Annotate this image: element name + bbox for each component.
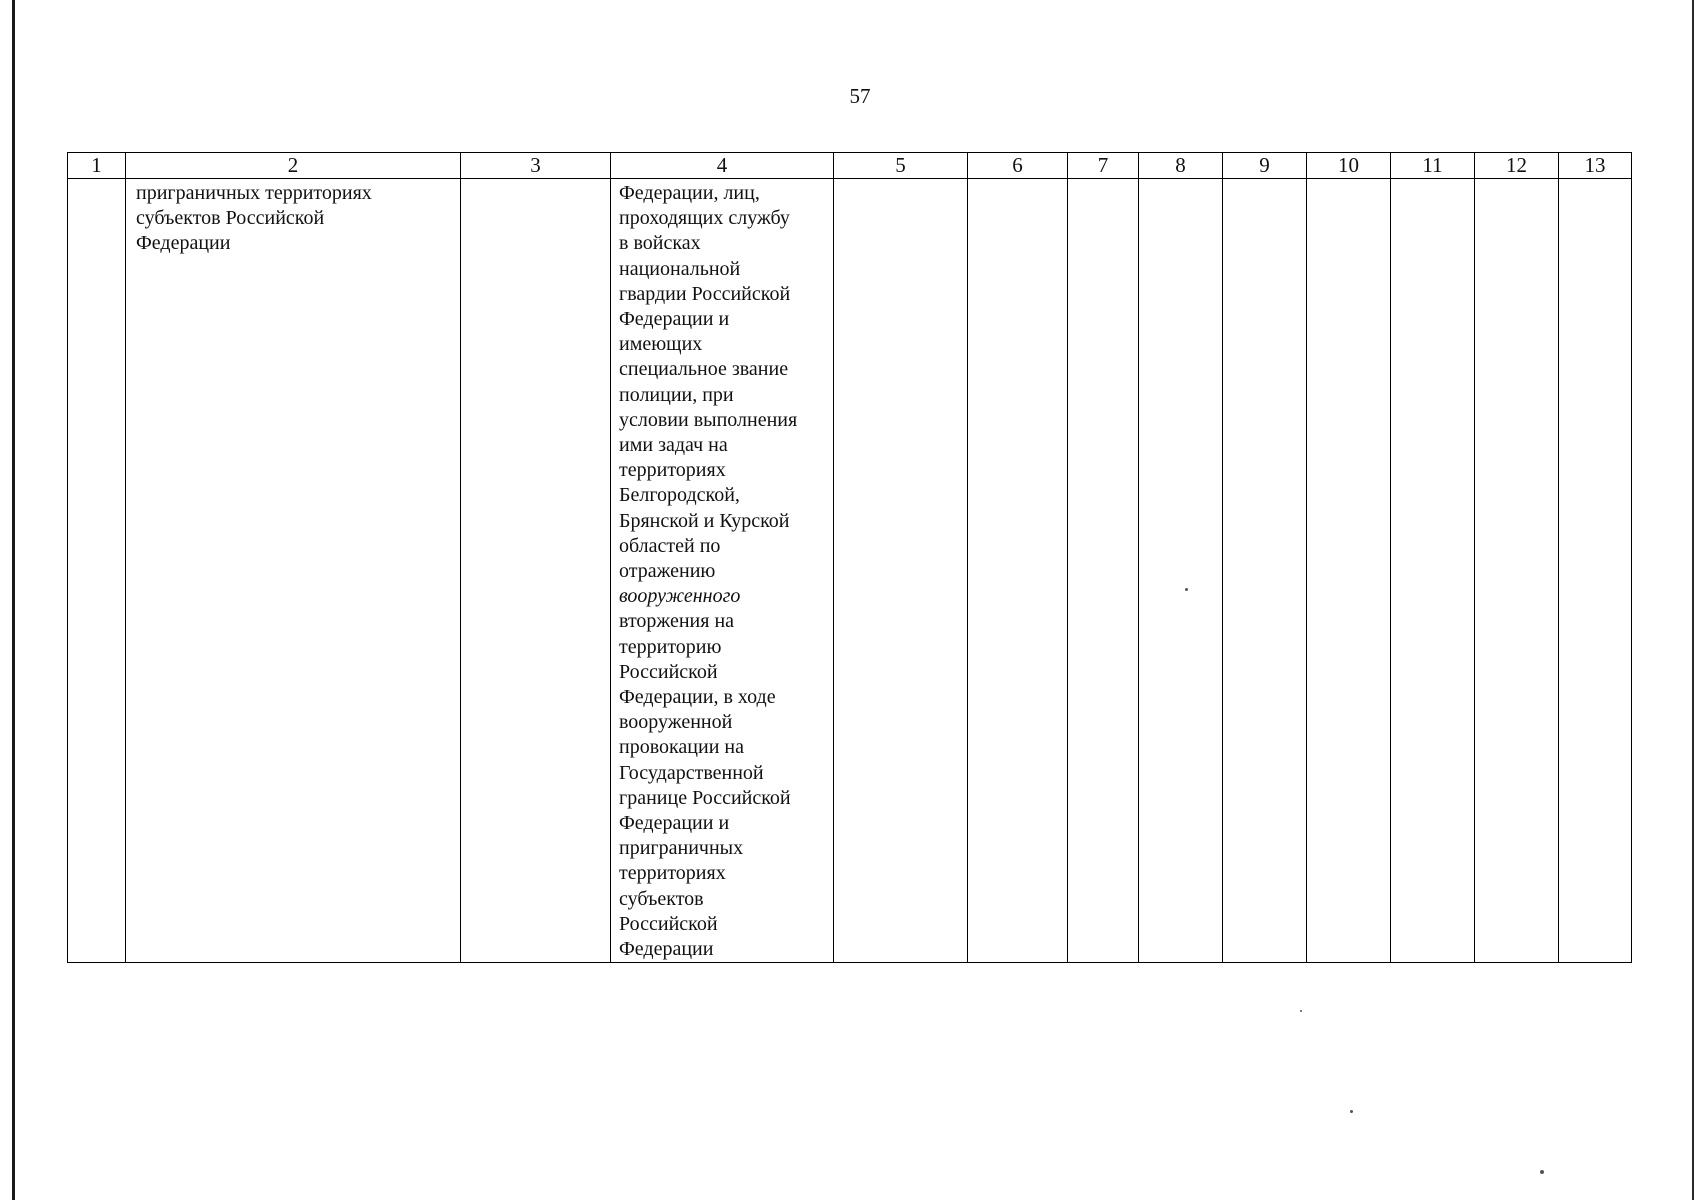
text-line: Федерации [619, 938, 714, 961]
cell-col-1 [68, 179, 126, 963]
cell-col-13 [1559, 179, 1632, 963]
cell-col-3 [461, 179, 611, 963]
cell-col-8 [1139, 179, 1223, 963]
text-line: Белгородской, [619, 484, 740, 507]
text-line: Федерации, в ходе [619, 686, 776, 709]
text-line: имеющих [619, 333, 703, 356]
header-row [68, 153, 1632, 179]
cell-col-11 [1391, 179, 1475, 963]
cell-col-12 [1475, 179, 1559, 963]
scan-speck [1540, 1170, 1544, 1174]
text-line: вооруженного [619, 585, 741, 608]
scan-speck [1300, 1010, 1302, 1012]
text-line: гвардии Российской [619, 282, 791, 305]
column-header: 12 [1475, 153, 1559, 179]
text-line: специальное звание [619, 358, 789, 381]
text-line: Брянской и Курской [619, 509, 790, 532]
text-line: Федерации и [619, 308, 730, 331]
text-line: вооруженной [619, 711, 733, 734]
cell-col-5 [834, 179, 968, 963]
text-line: национальной [619, 257, 741, 280]
column-header: 2 [126, 153, 461, 179]
column-header: 7 [1068, 153, 1139, 179]
text-line: полиции, при [619, 383, 734, 406]
column-header: 11 [1391, 153, 1475, 179]
column-header: 13 [1559, 153, 1632, 179]
column-header: 10 [1307, 153, 1391, 179]
cell-col-4 [611, 179, 834, 963]
text-line: территорию [619, 635, 722, 658]
text-line: вторжения на [619, 610, 735, 633]
column-header: 5 [834, 153, 968, 179]
text-line: Российской [619, 912, 718, 935]
text-line: Федерации [136, 232, 231, 255]
column-header: 1 [68, 153, 126, 179]
text-line: провокации на [619, 736, 744, 759]
scan-speck [1185, 588, 1188, 591]
text-line: Российской [619, 660, 718, 683]
text-line: субъектов Российской [136, 207, 325, 230]
text-line: приграничных территориях [136, 182, 372, 204]
table-row [68, 179, 1632, 963]
column-header: 8 [1139, 153, 1223, 179]
column-header: 4 [611, 153, 834, 179]
document-table [67, 152, 1632, 963]
text-line: границе Российской [619, 786, 791, 809]
scan-speck [1350, 1110, 1353, 1113]
text-line: ими задач на [619, 434, 728, 457]
cell-col-10 [1307, 179, 1391, 963]
cell-col-6 [968, 179, 1068, 963]
text-line: приграничных [619, 837, 744, 860]
cell-col-2 [126, 179, 461, 963]
text-line: отражению [619, 560, 716, 583]
text-line: в войсках [619, 232, 701, 255]
cell-col-2-text [126, 179, 460, 257]
page-number: 57 [849, 84, 871, 108]
text-line: территориях [619, 459, 726, 482]
cell-col-9 [1223, 179, 1307, 963]
column-header: 6 [968, 153, 1068, 179]
text-line: проходящих службу [619, 207, 790, 230]
cell-col-7 [1068, 179, 1139, 963]
scan-left-edge [12, 0, 15, 1200]
text-line: условии выполнения [619, 408, 798, 431]
text-line: областей по [619, 534, 721, 557]
text-line: территориях [619, 862, 726, 885]
text-line: Государственной [619, 761, 764, 784]
text-line: Федерации и [619, 812, 730, 835]
text-line: субъектов [619, 887, 704, 910]
cell-col-4-text [611, 179, 833, 962]
column-header: 3 [461, 153, 611, 179]
text-line: Федерации, лиц, [619, 182, 760, 204]
column-header: 9 [1223, 153, 1307, 179]
scan-right-edge [1692, 0, 1694, 1200]
